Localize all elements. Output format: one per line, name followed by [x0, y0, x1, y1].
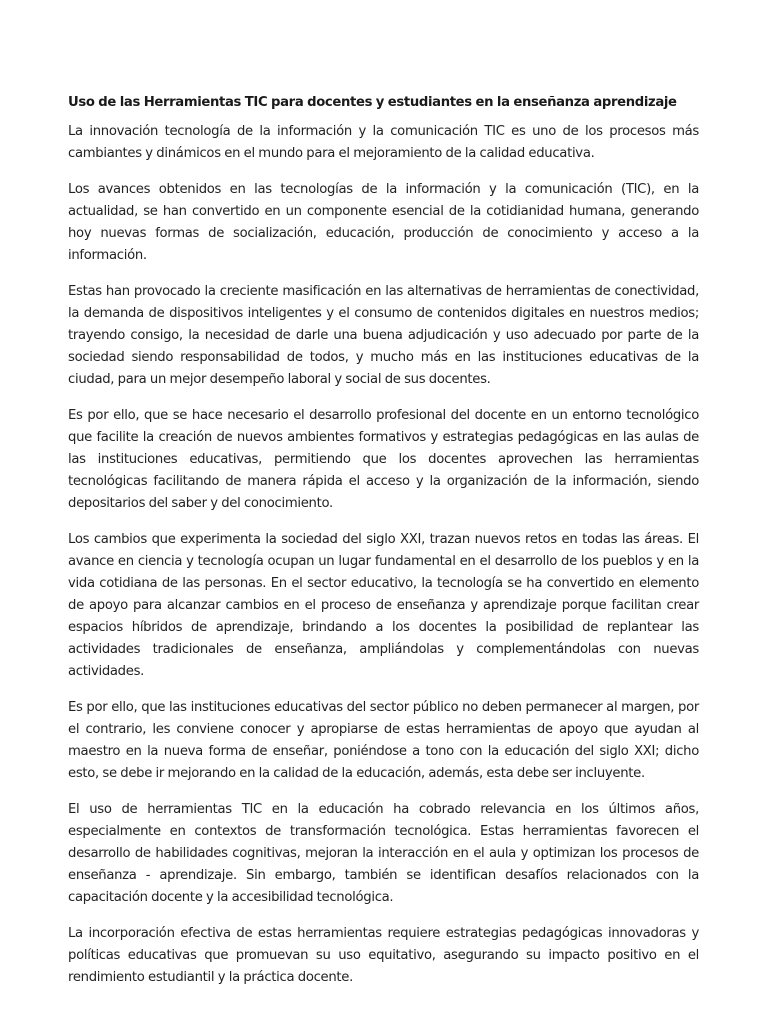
paragraph-1: La innovación tecnología de la información y la comunicación TIC es uno de los procesos más cambiantes y dinámicos en el mundo para el mejoramiento de la calidad educativa.: [68, 124, 699, 161]
paragraph-4: Es por ello, que se hace necesario el desarrollo profesional del docente en un entorno tecnológico que facilite la creación de nuevos ambientes formativos y estrategias pedagógicas en las aulas de las instituciones educativas, permitiendo que los docentes aprovechen las herramientas tecnológicas facilitando de manera rápida el acceso y la organización de la información, siendo depositarios del saber y del conocimiento.: [68, 408, 699, 511]
paragraph-3: Estas han provocado la creciente masificación en las alternativas de herramientas de conectividad, la demanda de dispositivos inteligentes y el consumo de contenidos digitales en nuestros medios; trayendo consigo, la necesidad de darle una buena adjudicación y uso adecuado por parte de la sociedad siendo responsabilidad de todos, y mucho más en las instituciones educativas de la ciudad, para un mejor desempeño laboral y social de sus docentes.: [68, 284, 699, 387]
paragraph-5: Los cambios que experimenta la sociedad del siglo XXI, trazan nuevos retos en todas las áreas. El avance en ciencia y tecnología ocupan un lugar fundamental en el desarrollo de los pueblos y en la vida cotidiana de las personas. En el sector educativo, la tecnología se ha convertido en elemento de apoyo para alcanzar cambios en el proceso de enseñanza y aprendizaje porque facilitan crear espacios híbridos de aprendizaje, brindando a los docentes la posibilidad de replantear las actividades tradicionales de enseñanza, ampliándolas y complementándolas con nuevas actividades.: [68, 532, 699, 679]
document-title: Uso de las Herramientas TIC para docentes y estudiantes en la enseñanza aprendizaje: [68, 95, 677, 110]
paragraph-6: Es por ello, que las instituciones educativas del sector público no deben permanecer al margen, por el contrario, les conviene conocer y apropiarse de estas herramientas de apoyo que ayudan al maestro en la nueva forma de enseñar, poniéndose a tono con la educación del siglo XXI; dicho esto, se debe ir mejorando en la calidad de la educación, además, esta debe ser incluyente.: [68, 700, 699, 781]
paragraph-2: Los avances obtenidos en las tecnologías de la información y la comunicación (TIC), en la actualidad, se han convertido en un componente esencial de la cotidianidad humana, generando hoy nuevas formas de socialización, educación, producción de conocimiento y acceso a la información.: [68, 182, 699, 263]
paragraph-8: La incorporación efectiva de estas herramientas requiere estrategias pedagógicas innovadoras y políticas educativas que promuevan su uso equitativo, asegurando su impacto positivo en el rendimiento estudiantil y la práctica docente.: [68, 926, 699, 985]
paragraph-7: El uso de herramientas TIC en la educación ha cobrado relevancia en los últimos años, especialmente en contextos de transformación tecnológica. Estas herramientas favorecen el desarrollo de habilidades cognitivas, mejoran la interacción en el aula y optimizan los procesos de enseñanza - aprendizaje. Sin embargo, también se identifican desafíos relacionados con la capacitación docente y la accesibilidad tecnológica.: [68, 802, 699, 905]
